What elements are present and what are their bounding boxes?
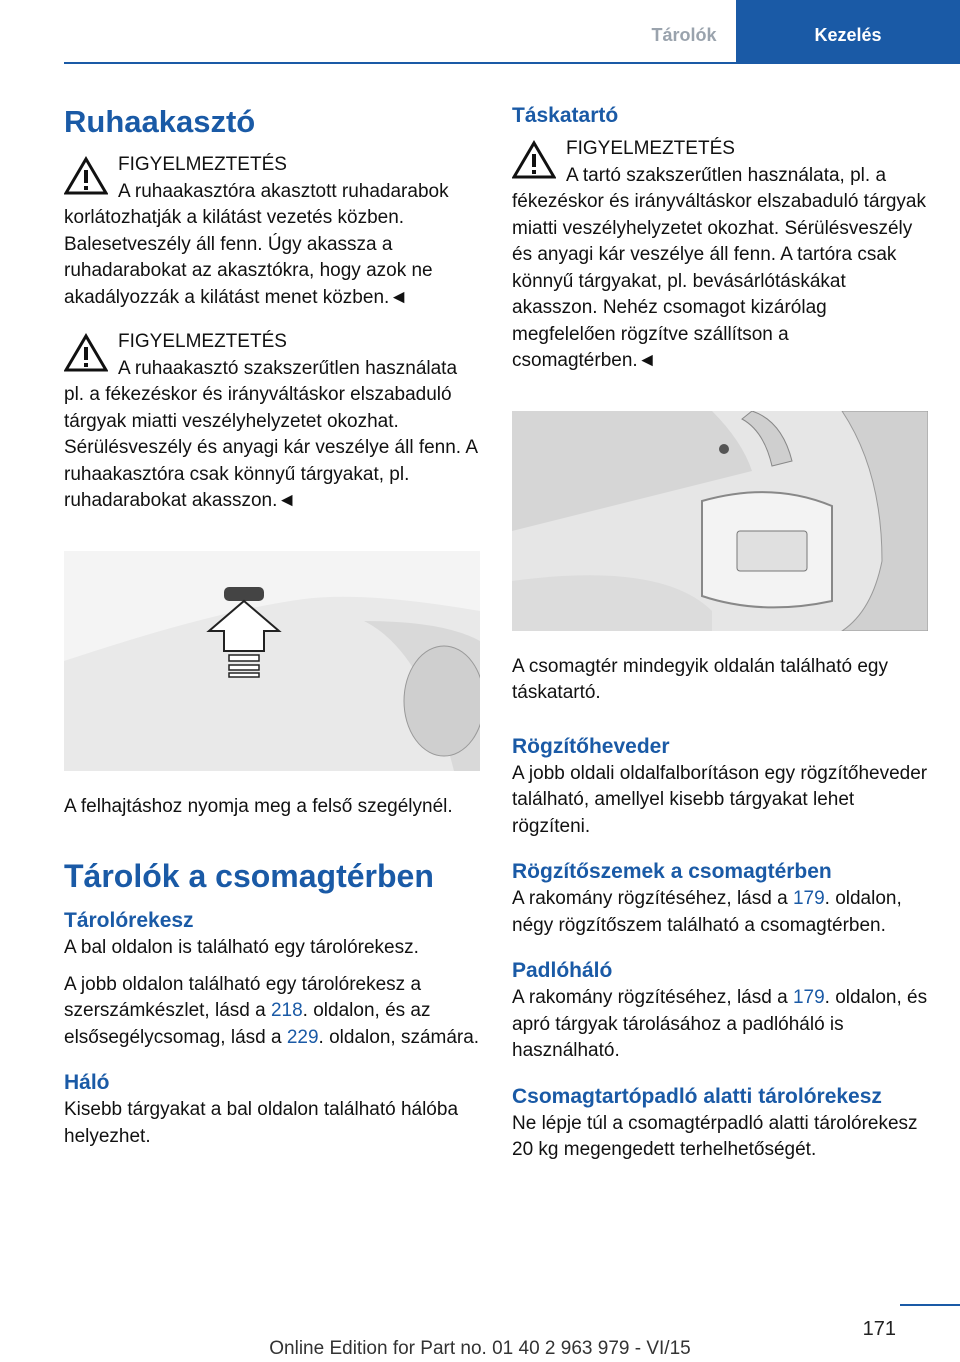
paragraph: A jobb oldali oldalfalborításon egy rögzítőheveder található, amellyel kisebb tárgyakat lehet rögzíteni. xyxy=(512,762,928,837)
warning-title: FIGYELMEZTETÉS xyxy=(118,331,287,352)
warning-text: A ruhaakasztó szakszerűtlen használata pl. a fékezéskor és irányváltáskor elszabaduló tárgyak miatti veszélyhelyzetet okozhat. Sérülésveszély és anyagi kár veszélye áll fenn. A ruhaakasztóra csak könnyű tárgyakat, pl. ruhadarabokat akasszon.◄ xyxy=(64,357,477,511)
page-number: 171 xyxy=(862,1318,896,1340)
heading-ruhaakaszto: Ruhaakasztó xyxy=(64,104,256,139)
page-link[interactable]: 179 xyxy=(792,888,825,909)
tab-section[interactable]: Tárolók xyxy=(651,25,717,45)
paragraph xyxy=(512,985,930,1065)
warning-icon xyxy=(64,333,108,373)
paragraph xyxy=(512,886,930,939)
footer-rule xyxy=(900,1304,960,1306)
text: A jobb oldalon található egy tárolórekesz a szerszámkészlet, lásd a xyxy=(64,973,422,1021)
text: . oldalon, négy rögzítőszem található a csomagtérben. xyxy=(512,888,902,936)
header-rule xyxy=(64,62,960,64)
warning-text: A tartó szakszerűtlen használata, pl. a fékezéskor és irányváltáskor elszabaduló tárgyak miatti veszélyhelyzetet okozhat. Sérülésveszély és anyagi kár veszélye áll fenn. A tartóra csak könnyű tárgyakat, pl. bevásárlótáskákat akasszon. Nehéz csomagot kizárólag megfelelően rögzítve szállítson a csomagtérben.◄ xyxy=(512,164,926,371)
heading-padlohalo: Padlóháló xyxy=(512,959,613,982)
figure-caption: A felhajtáshoz nyomja meg a felső szegélynél. xyxy=(64,795,453,817)
tab-chapter[interactable]: Kezelés xyxy=(736,0,960,62)
heading-taskatarto: Táskatartó xyxy=(512,104,619,127)
warning-title: FIGYELMEZTETÉS xyxy=(566,138,735,159)
edition-footer: Online Edition for Part no. 01 40 2 963 979 - VI/15 xyxy=(269,1338,691,1359)
warning-block-2 xyxy=(64,329,482,515)
heading-csomagtartopadlo: Csomagtartópadló alatti tárolórekesz xyxy=(512,1084,882,1108)
heading-rogzitoszemek: Rögzítőszemek a csomagtérben xyxy=(512,860,832,883)
paragraph: Kisebb tárgyakat a bal oldalon található hálóba helyezhet. xyxy=(64,1099,459,1147)
header-tabs xyxy=(632,0,960,62)
text: A rakomány rögzítéséhez, lásd a xyxy=(512,888,793,909)
warning-icon xyxy=(64,156,108,196)
paragraph: Ne lépje túl a csomagtérpadló alatti tárolórekesz 20 kg megengedett terhelhetőségét. xyxy=(512,1112,918,1160)
heading-halo: Háló xyxy=(64,1071,110,1094)
figure-caption: A csomagtér mindegyik oldalán található egy táskatartó. xyxy=(512,655,889,703)
page-link[interactable]: 218 xyxy=(270,1000,303,1021)
paragraph: A bal oldalon is található egy tárolórekesz. xyxy=(64,937,419,958)
right-column xyxy=(512,92,930,1174)
heading-rogzitoheveder: Rögzítőheveder xyxy=(512,734,670,758)
left-column xyxy=(64,92,482,1160)
warning-icon xyxy=(512,140,556,180)
text: . oldalon, és az elsősegélycsomag, lásd a xyxy=(64,1000,431,1048)
warning-text: A ruhaakasztóra akasztott ruhadarabok korlátozhatják a kilátást vezetés közben. Balesetveszély áll fenn. Úgy akassza a ruhadarabokat az akasztókra, hogy azok ne akadályozzák a kilátást menet közben.◄ xyxy=(64,180,449,308)
text: . oldalon, számára. xyxy=(318,1026,480,1048)
warning-title: FIGYELMEZTETÉS xyxy=(118,154,287,175)
heading-tarolorekesz: Tárolórekesz xyxy=(64,909,194,932)
paragraph xyxy=(64,972,482,1052)
heading-tarolok: Tárolók a csomagtérben xyxy=(64,858,434,894)
text: . oldalon, és apró tárgyak tárolásához a padlóháló is használható. xyxy=(512,987,928,1061)
bag-holder-illustration xyxy=(512,411,928,631)
warning-block-1 xyxy=(64,152,482,311)
warning-block-3 xyxy=(512,136,930,375)
text: A rakomány rögzítéséhez, lásd a xyxy=(512,987,793,1008)
coat-hook-illustration xyxy=(64,551,480,771)
page-link[interactable]: 179 xyxy=(792,987,825,1008)
page-link[interactable]: 229 xyxy=(286,1026,319,1048)
